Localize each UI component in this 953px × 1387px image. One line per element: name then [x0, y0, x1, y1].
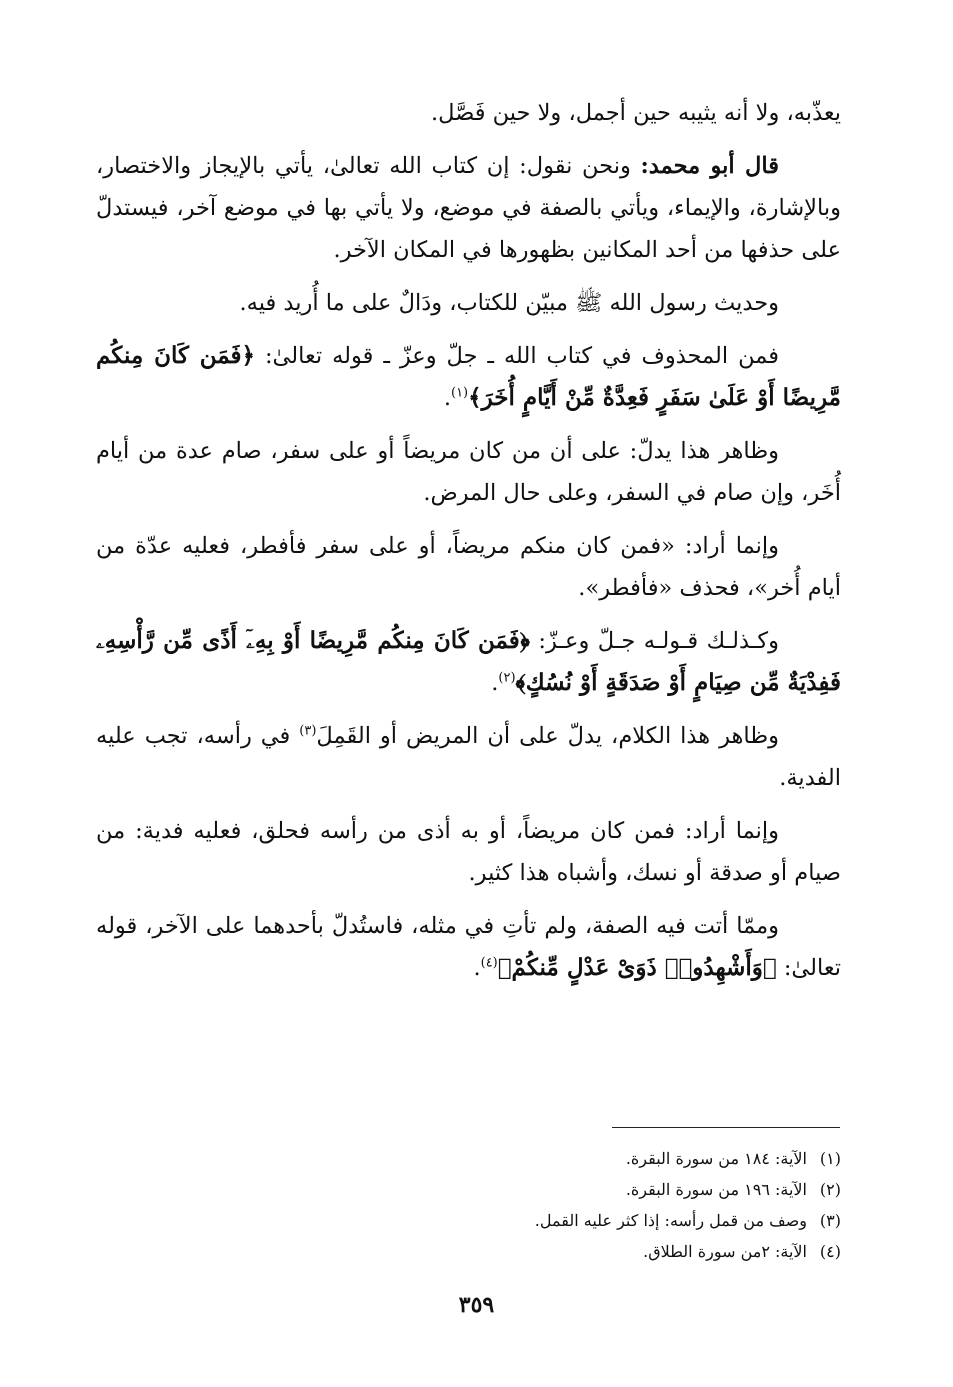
footnote-1-number: (١) [819, 1149, 841, 1168]
footnote-2-text: الآية: ١٩٦ من سورة البقرة. [625, 1180, 807, 1199]
footnote-ref-1[interactable]: (١) [450, 385, 469, 401]
main-text [96, 92, 841, 1000]
paragraph-3-text: وحديث رسول الله ﷺ مبيّن للكتاب، ودَالٌ على ما أُريد فيه. [239, 290, 779, 316]
footnote-2 [96, 1174, 841, 1205]
paragraph-4-tail: . [443, 385, 451, 411]
paragraph-7 [96, 620, 841, 704]
paragraph-4-lead: فمن المحذوف في كتاب الله ـ جلّ وعزّ ـ قوله تعالىٰ: [255, 343, 779, 369]
footnote-1-text: الآية: ١٨٤ من سورة البقرة. [625, 1149, 807, 1168]
footnote-4-text: الآية: ٢من سورة الطلاق. [643, 1242, 807, 1261]
footnote-2-number: (٢) [819, 1180, 841, 1199]
paragraph-6-text: وإنما أراد: «فمن كان منكم مريضاً، أو على سفر فأفطر، فعليه عدّة من أيام أُخر»، فحذف «فأفطر». [96, 533, 841, 601]
footnote-ref-2[interactable]: (٢) [498, 670, 516, 686]
paragraph-8-tail: في رأسه، تجب عليه الفدية. [96, 723, 841, 791]
paragraph-6 [96, 525, 841, 609]
paragraph-9 [96, 810, 841, 894]
footnote-ref-4[interactable]: (٤) [480, 955, 498, 971]
paragraph-8-lead: وظاهر هذا الكلام، يدلّ على أن المريض أو القَمِلَ [316, 723, 779, 749]
footnote-1 [96, 1143, 841, 1174]
footnote-4-number: (٤) [819, 1242, 841, 1261]
paragraph-1 [96, 92, 841, 134]
paragraph-3 [96, 282, 841, 324]
footnote-4 [96, 1236, 841, 1267]
paragraph-10 [96, 905, 841, 989]
paragraph-9-text: وإنما أراد: فمن كان مريضاً، أو به أذى من رأسه فحلق، فعليه فدية: من صيام أو صدقة أو نسك، وأشباه هذا كثير. [96, 818, 841, 886]
paragraph-8 [96, 715, 841, 799]
footnote-3 [96, 1205, 841, 1236]
footnote-3-number: (٣) [819, 1211, 841, 1230]
footnotes [96, 1143, 841, 1267]
quran-verse-1: ﴿فَمَن كَانَ مِنكُم مَّرِيضًا أَوْ عَلَىٰ سَفَرٍ فَعِدَّةٌ مِّنْ أَيَّامٍ أُخَرَ﴾ [96, 342, 841, 411]
paragraph-5-text: وظاهر هذا يدلّ: على أن من كان مريضاً أو على سفر، صام عدة من أيام أُخَر، وإن صام في السفر، وعلى حال المرض. [96, 438, 841, 506]
paragraph-1-text: يعذّبه، ولا أنه يثيبه حين أجمل، ولا حين فَصَّل. [431, 100, 841, 126]
footnote-3-text: وصف من قمل رأسه: إذا كثر عليه القمل. [534, 1211, 807, 1230]
paragraph-4 [96, 335, 841, 419]
page-number: ٣٥٩ [458, 1292, 495, 1318]
paragraph-2-text: ونحن نقول: إن كتاب الله تعالىٰ، يأتي بالإيجاز والاختصار، وبالإشارة، والإيماء، ويأتي بالصفة في موضع، ولا يأتي بها في موضع آخر، فيستدلّ على حذفها من أحد المكانين بظهورها في المكان الآخر. [96, 153, 841, 263]
paragraph-2 [96, 145, 841, 271]
footnote-ref-3[interactable]: (٣) [299, 723, 317, 739]
paragraph-5 [96, 430, 841, 514]
paragraph-10-tail: . [473, 955, 481, 981]
speaker-label: قال أبو محمد: [640, 153, 779, 179]
quran-verse-2: ﴿فَمَن كَانَ مِنكُم مَّرِيضًا أَوْ بِهِۦٓ أَذًى مِّن رَّأْسِهِۦ فَفِدْيَةٌ مِّن صِيَامٍ أَوْ صَدَقَةٍ أَوْ نُسُكٍ﴾ [96, 627, 841, 696]
paragraph-7-tail: . [491, 670, 499, 696]
footnote-separator [612, 1127, 840, 1128]
paragraph-7-lead: وكـذلـك قـولـه جـلّ وعـزّ: [530, 628, 779, 654]
paragraph-10-lead: وممّا أتت فيه الصفة، ولم تأتِ في مثله، فاستُدلّ بأحدهما على الآخر، قوله تعالىٰ: [96, 913, 841, 981]
quran-verse-3: ﴿وَأَشْهِدُوا۟ ذَوَىْ عَدْلٍ مِّنكُمْ﴾ [497, 954, 777, 981]
